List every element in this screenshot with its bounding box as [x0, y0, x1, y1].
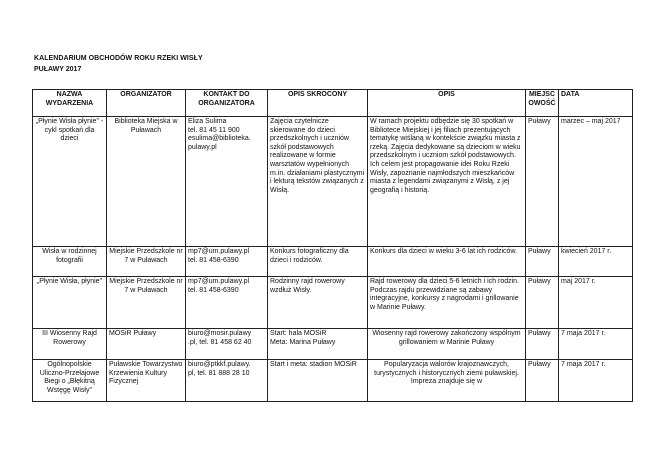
cell-organizer: Miejskie Przedszkole nr 7 w Puławach: [107, 277, 186, 329]
cell-short-description: Start i meta: stadion MOSiR: [268, 360, 368, 402]
contact-line: tel. 81 458-6390: [188, 256, 239, 264]
contact-line: pulawy.pl: [188, 143, 217, 151]
cell-date: marzec – maj 2017: [559, 117, 633, 247]
cell-short-description: Start: hala MOSiR Meta: Marina Puławy: [268, 329, 368, 360]
contact-line: .pl, tel. 81 458 62 40: [188, 338, 252, 346]
table-header-row: [33, 90, 633, 117]
cell-date: 7 maja 2017 r.: [559, 360, 633, 402]
cell-contact: [186, 360, 268, 402]
cell-place: Puławy: [526, 117, 559, 247]
cell-contact: [186, 247, 268, 277]
cell-event-name: Ogólnopolskie Uliczno-Przełajowe Biegi o „Błękitną Wstęgę Wisły": [33, 360, 107, 402]
table-row: [33, 329, 633, 360]
contact-line: tel. 81 458-6390: [188, 286, 239, 294]
cell-event-name: Wisła w rodzinnej fotografii: [33, 247, 107, 277]
header-short-description: OPIS SKRÓCONY: [268, 90, 368, 117]
header-place: MIEJSC OWOŚĆ: [526, 90, 559, 117]
cell-place: Puławy: [526, 360, 559, 402]
contact-line: biuro@ptkkf.pulawy.: [188, 361, 251, 368]
cell-description: Konkurs dla dzieci w wieku 3-6 lat ich rodziców.: [368, 247, 526, 277]
cell-event-name: III Wiosenny Rajd Rowerowy: [33, 329, 107, 360]
contact-line: Eliza Sulima: [188, 118, 227, 125]
table-row: [33, 277, 633, 329]
cell-contact: [186, 117, 268, 247]
cell-place: Puławy: [526, 247, 559, 277]
cell-description: Rajd rowerowy dla dzieci 5-6 letnich i ich rodzin. Podczas rajdu przewidziane są zabawy integracyjne, konkursy z nagrodami i grillowanie w Marinie Puławy.: [368, 277, 526, 329]
header-name: NAZWA WYDARZENIA: [33, 90, 107, 117]
cell-organizer: Biblioteka Miejska w Puławach: [107, 117, 186, 247]
cell-event-name: „Płynie Wisła, płynie": [33, 277, 107, 329]
header-organizer: ORGANIZATOR: [107, 90, 186, 117]
cell-short-description: Zajęcia czytelnicze skierowane do dzieci przedszkolnych i uczniów szkół podstawowych realizowane w formie warsztatów wypełnionych m.in. działaniami plastycznymi i lekturą tekstów związanych z Wisłą.: [268, 117, 368, 247]
table-row: [33, 247, 633, 277]
cell-description: Popularyzacja walorów krajoznawczych, turystycznych i historycznych ziemi puławskiej. Impreza znajduje się w: [368, 360, 526, 402]
cell-organizer: Miejskie Przedszkole nr 7 w Puławach: [107, 247, 186, 277]
table-row: [33, 360, 633, 402]
cell-description: W ramach projektu odbędzie się 30 spotkań w Bibliotece Miejskiej i jej filiach prezentujących tematykę wiślaną w kontekście związku miasta z rzeką. Zajęcia dedykowane są dzieciom w wieku przedszkolnym i uczniom szkół podstawowych. Ich celem jest propagowanie idei Roku Rzeki Wisły, zapoznanie najmłodszych mieszkańców miasta z legendami związanymi z Wisłą, z jej geografią i historią.: [368, 117, 526, 247]
cell-contact: [186, 329, 268, 360]
cell-organizer: Puławskie Towarzystwo Krzewienia Kultury Fizycznej: [107, 360, 186, 402]
cell-place: Puławy: [526, 329, 559, 360]
cell-contact: [186, 277, 268, 329]
cell-place: Puławy: [526, 277, 559, 329]
events-table: [32, 89, 633, 402]
cell-short-description: Konkurs fotograficzny dla dzieci i rodziców.: [268, 247, 368, 277]
header-date: DATA: [559, 90, 633, 117]
contact-line: mp7@um.pulawy.pl: [188, 248, 250, 255]
cell-date: 7 maja 2017 r.: [559, 329, 633, 360]
contact-line: biuro@mosir.pulawy: [188, 330, 252, 337]
contact-line: esulima@biblioteka.: [188, 135, 251, 143]
cell-event-name: „Płynie Wisła płynie" - cykl spotkań dla dzieci: [33, 117, 107, 247]
contact-line: mp7@um.pulawy.pl: [188, 278, 250, 285]
cell-short-description: Rodzinny rajd rowerowy wzdłuż Wisły.: [268, 277, 368, 329]
document-subtitle: PUŁAWY 2017: [34, 66, 82, 73]
cell-date: kwiecień 2017 r.: [559, 247, 633, 277]
contact-line: pl, tel. 81 888 28 10: [188, 369, 250, 377]
cell-organizer: MOSiR Puławy: [107, 329, 186, 360]
document-title: KALENDARIUM OBCHODÓW ROKU RZEKI WISŁY: [34, 55, 203, 62]
table-row: [33, 117, 633, 247]
cell-description: Wiosenny rajd rowerowy zakończony wspólnym grillowaniem w Marinie Puławy: [368, 329, 526, 360]
header-description: OPIS: [368, 90, 526, 117]
header-contact: KONTAKT DO ORGANIZATORA: [186, 90, 268, 117]
cell-date: maj 2017 r.: [559, 277, 633, 329]
contact-line: tel. 81 45 11 900: [188, 126, 240, 134]
